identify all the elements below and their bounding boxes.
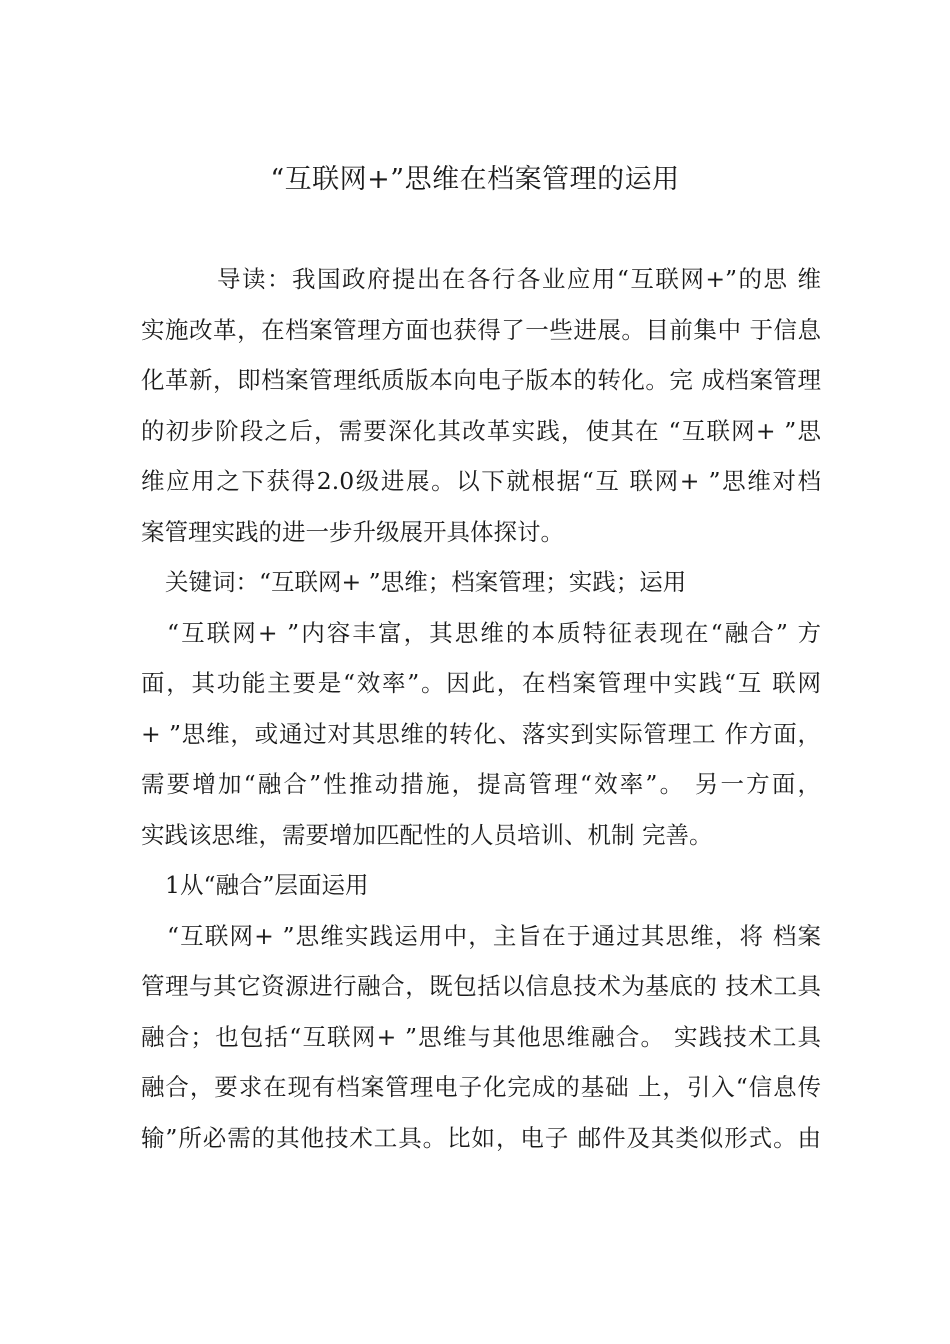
paragraph-1-line-1: “互联网+ ”内容丰富，其思维的本质特征表现在“融合” 方 [167,618,821,647]
paragraph-2-line-5: 输”所必需的其他技术工具。比如，电子 邮件及其类似形式。由 [141,1123,821,1152]
intro-line-1: 导读：我国政府提出在各行各业应用“互联网+”的思 维 [217,265,821,293]
paragraph-2-line-4: 融合，要求在现有档案管理电子化完成的基础 上，引入“信息传 [141,1073,821,1101]
intro-line-2: 实施改革，在档案管理方面也获得了一些进展。目前集中 于信息 [141,315,821,344]
intro-line-6: 案管理实践的进一步升级展开具体探讨。 [141,517,564,546]
document-title: “互联网+”思维在档案管理的运用 [270,164,680,195]
intro-line-5: 维应用之下获得2.0级进展。以下就根据“互 联网+ ”思维对档 [141,467,821,495]
intro-line-3: 化革新，即档案管理纸质版本向电子版本的转化。完 成档案管理 [141,366,821,394]
paragraph-2-line-3: 融合；也包括“互联网+ ”思维与其他思维融合。 实践技术工具 [141,1022,821,1051]
section-heading-1: 1从“融合”层面运用 [165,871,369,899]
paragraph-1-line-4: 需要增加“融合”性推动措施，提高管理“效率”。 另一方面， [141,770,821,798]
paragraph-1-line-3: + ”思维，或通过对其思维的转化、落实到实际管理工 作方面， [141,719,821,748]
paragraph-2-line-2: 管理与其它资源进行融合，既包括以信息技术为基底的 技术工具 [141,972,821,1000]
intro-line-4: 的初步阶段之后，需要深化其改革实践，使其在 “互联网+ ”思 [141,416,821,445]
paragraph-2-line-1: “互联网+ ”思维实践运用中，主旨在于通过其思维，将 档案 [167,921,821,950]
document-body [141,254,821,1163]
paragraph-1-line-2: 面，其功能主要是“效率”。因此，在档案管理中实践“互 联网 [141,669,821,697]
paragraph-1-line-5: 实践该思维，需要增加匹配性的人员培训、机制 完善。 [141,820,713,849]
keywords-line: 关键词：“互联网+ ”思维；档案管理；实践；运用 [165,568,687,596]
